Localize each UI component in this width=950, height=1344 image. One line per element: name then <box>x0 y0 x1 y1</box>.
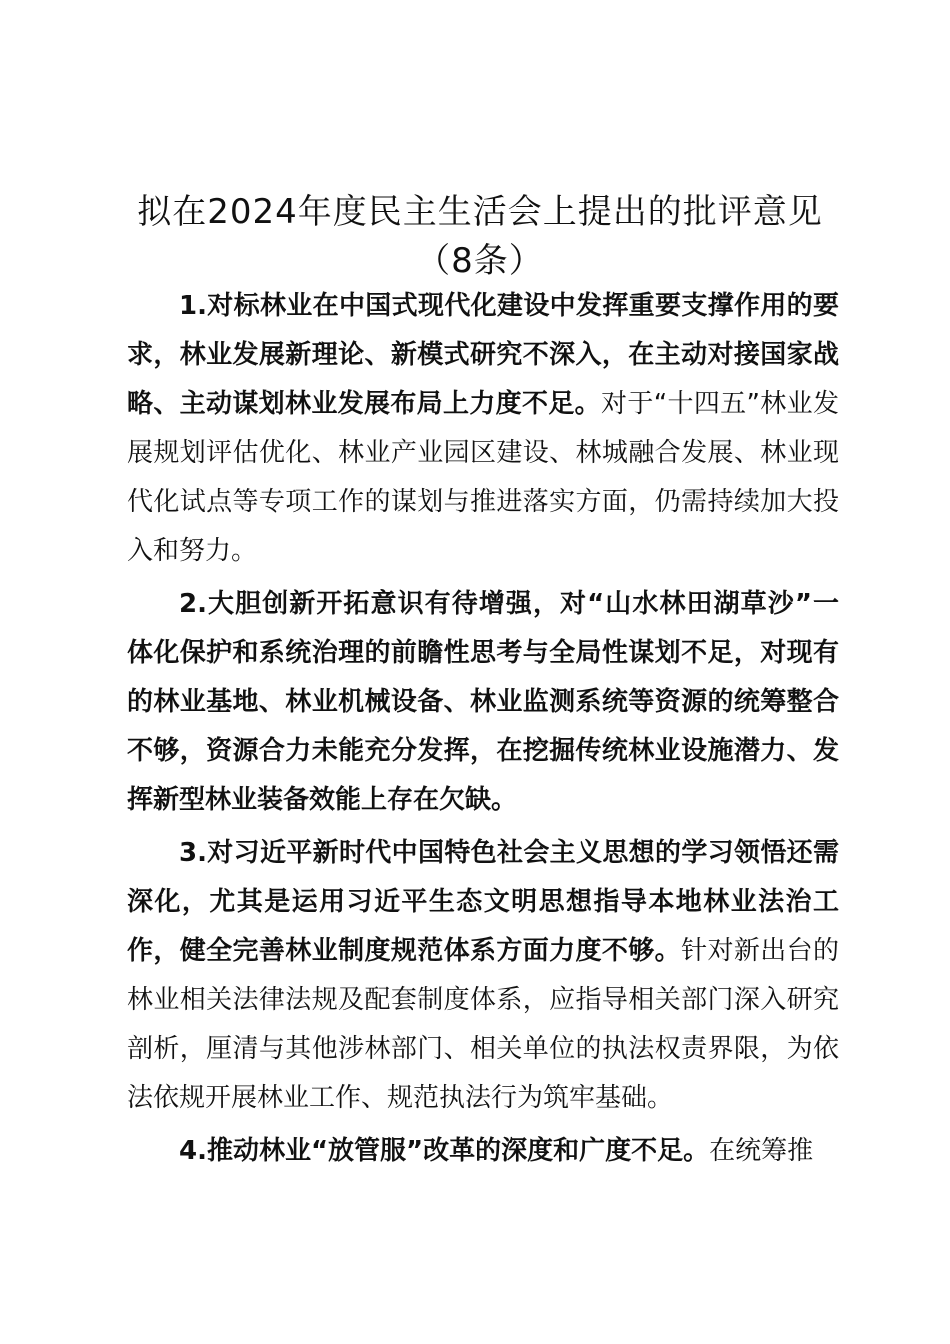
paragraph-1-body: 对于“十四五”林业发展规划评估优化、林业产业园区建设、林城融合发展、林业现代化试点等专项工作的谋划与推进落实方面，仍需持续加大投入和努力。 <box>127 389 839 566</box>
document-body <box>127 282 839 1180</box>
paragraph-3-lead: 3.对习近平新时代中国特色社会主义思想的学习领悟还需深化，尤其是运用习近平生态文明思想指导本地林业法治工作，健全完善林业制度规范体系方面力度不够。 <box>127 838 839 966</box>
paragraph-2 <box>127 580 839 825</box>
paragraph-2-lead: 2.大胆创新开拓意识有待增强，对“山水林田湖草沙”一体化保护和系统治理的前瞻性思考与全局性谋划不足，对现有的林业基地、林业机械设备、林业监测系统等资源的统筹整合不够，资源合力未能充分发挥，在挖掘传统林业设施潜力、发挥新型林业装备效能上存在欠缺。 <box>127 589 839 815</box>
paragraph-4-body: 在统筹推 <box>709 1136 814 1166</box>
paragraph-3 <box>127 829 839 1123</box>
document-title: 拟在2024年度民主生活会上提出的批评意见 <box>137 192 823 232</box>
paragraph-1 <box>127 282 839 576</box>
paragraph-4-lead: 4.推动林业“放管服”改革的深度和广度不足。 <box>179 1136 710 1166</box>
paragraph-3-body: 针对新出台的林业相关法律法规及配套制度体系，应指导相关部门深入研究剖析，厘清与其他涉林部门、相关单位的执法权责界限，为依法依规开展林业工作、规范执法行为筑牢基础。 <box>127 936 839 1113</box>
document-subtitle: （8条） <box>416 241 544 281</box>
paragraph-4 <box>127 1127 839 1176</box>
paragraph-1-lead: 1.对标林业在中国式现代化建设中发挥重要支撑作用的要求，林业发展新理论、新模式研究不深入，在主动对接国家战略、主动谋划林业发展布局上力度不足。 <box>127 291 839 419</box>
